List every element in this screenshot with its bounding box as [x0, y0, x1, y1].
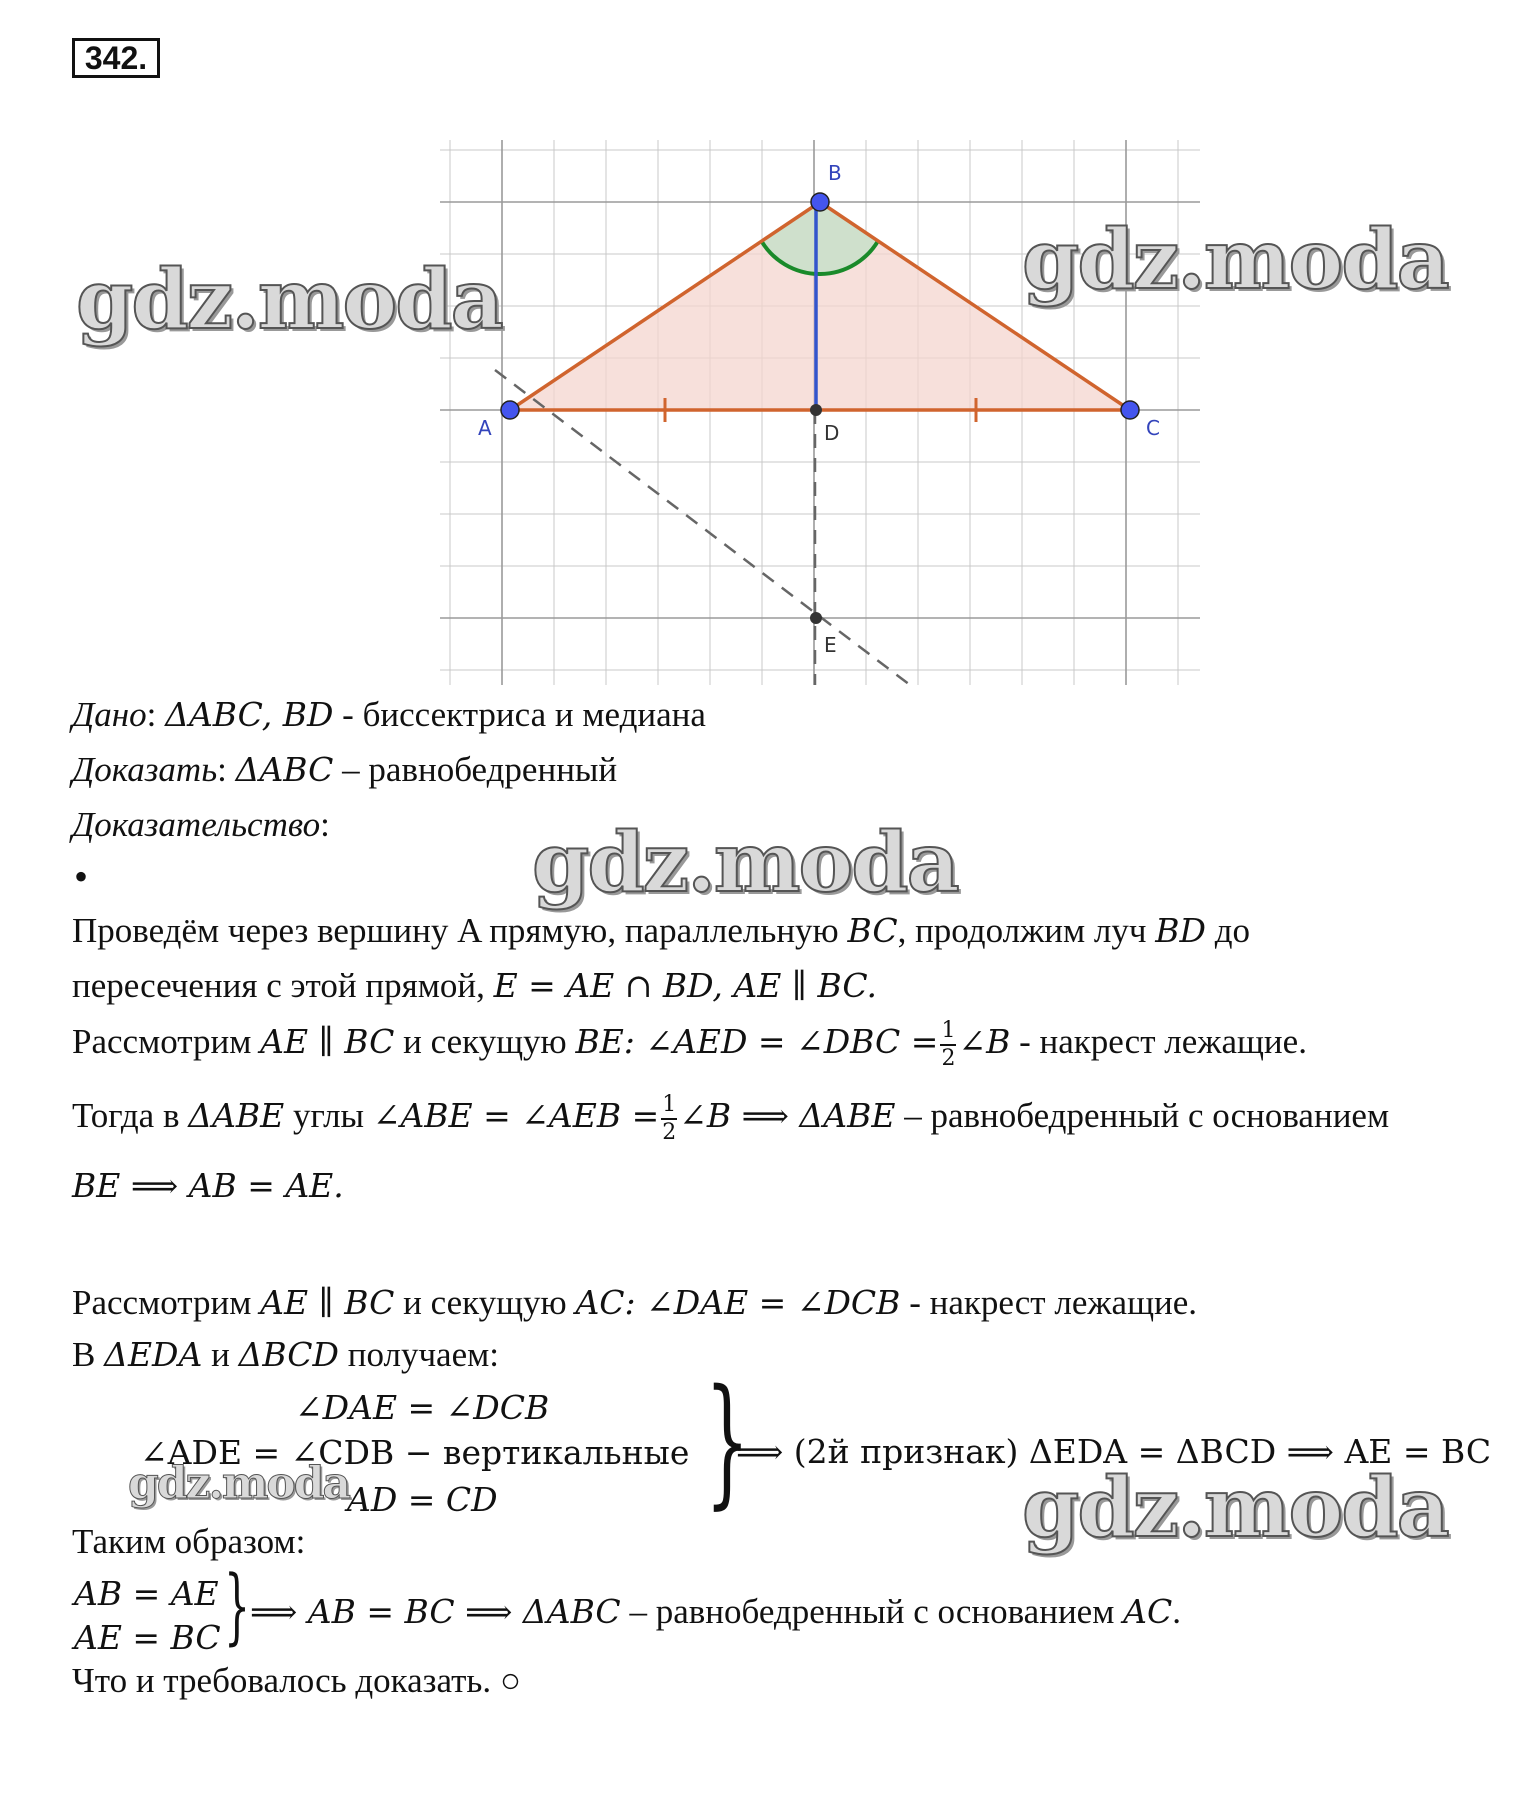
proof-p3-line2: BE ⟹ AB = AE. [72, 1166, 344, 1205]
proof-p1-line1: Проведём через вершину A прямую, параллельную BC, продолжим луч BD до [72, 911, 1251, 950]
parallel-line-ae [495, 370, 910, 685]
proof-p1-line2: пересечения с этой прямой, E = AE ∩ BD, AE ∥ BC. [72, 966, 877, 1005]
label-b: B [828, 161, 842, 185]
label-e: E [824, 633, 837, 657]
final-result: ⟹ AB = BC ⟹ ΔABC – равнобедренный с основанием AC. [250, 1592, 1181, 1631]
point-a [501, 401, 519, 419]
proof-p3: Тогда в ΔABE углы ∠ABE = ∠AEB = $\frac{1}{2}$ ∠B ⟹ ΔABE – равнобедренный с основанием [72, 1092, 1390, 1145]
proof-heading: Доказательство: [72, 805, 330, 844]
point-c [1121, 401, 1139, 419]
point-d [810, 404, 822, 416]
watermark: gdz.moda [1022, 1460, 1448, 1556]
watermark: gdz.moda [1022, 212, 1448, 308]
given-line: Дано: ΔABC, BD - биссектриса и медиана [72, 695, 706, 734]
proof-p4: Рассмотрим AE ∥ BC и секущую AC: ∠DAE = ∠DCB - накрест лежащие. [72, 1283, 1198, 1322]
point-e [810, 612, 822, 624]
label-d: D [824, 421, 840, 445]
fraction-half: $\frac{1}{2}$ [662, 1092, 677, 1145]
proof-p2: Рассмотрим AE ∥ BC и секущую BE: ∠AED = ∠DBC = $\frac{1}{2}$ ∠B - накрест лежащие. [72, 1018, 1307, 1071]
system-line-2: ∠ADE = ∠CDB − вертикальные [140, 1433, 690, 1472]
qed-line: Что и требовалось доказать. ○ [72, 1661, 522, 1700]
final-eq-1: AB = AE [74, 1574, 219, 1613]
bullet: • [74, 854, 89, 899]
watermark: gdz.moda [532, 815, 958, 911]
problem-number: 342. [72, 38, 160, 78]
label-c: C [1146, 416, 1160, 440]
conclusion-heading: Таким образом: [72, 1522, 306, 1561]
system-result: ⟹ (2й признак) ΔEDA = ΔBCD ⟹ AE = BC [736, 1432, 1492, 1471]
right-brace: } [705, 1360, 750, 1523]
watermark: gdz.moda [76, 252, 502, 348]
point-b [811, 193, 829, 211]
final-brace: } [224, 1559, 251, 1654]
final-eq-2: AE = BC [74, 1618, 221, 1657]
prove-line: Доказать: ΔABC – равнобедренный [72, 750, 618, 789]
system-line-1: ∠DAE = ∠DCB [295, 1388, 550, 1427]
proof-p5: В ΔEDA и ΔBCD получаем: [72, 1335, 499, 1374]
system-line-3: AD = CD [347, 1480, 498, 1519]
watermark: gdz.moda [128, 1458, 350, 1509]
label-a: A [478, 416, 492, 440]
fraction-half: $\frac{1}{2}$ [941, 1018, 956, 1071]
